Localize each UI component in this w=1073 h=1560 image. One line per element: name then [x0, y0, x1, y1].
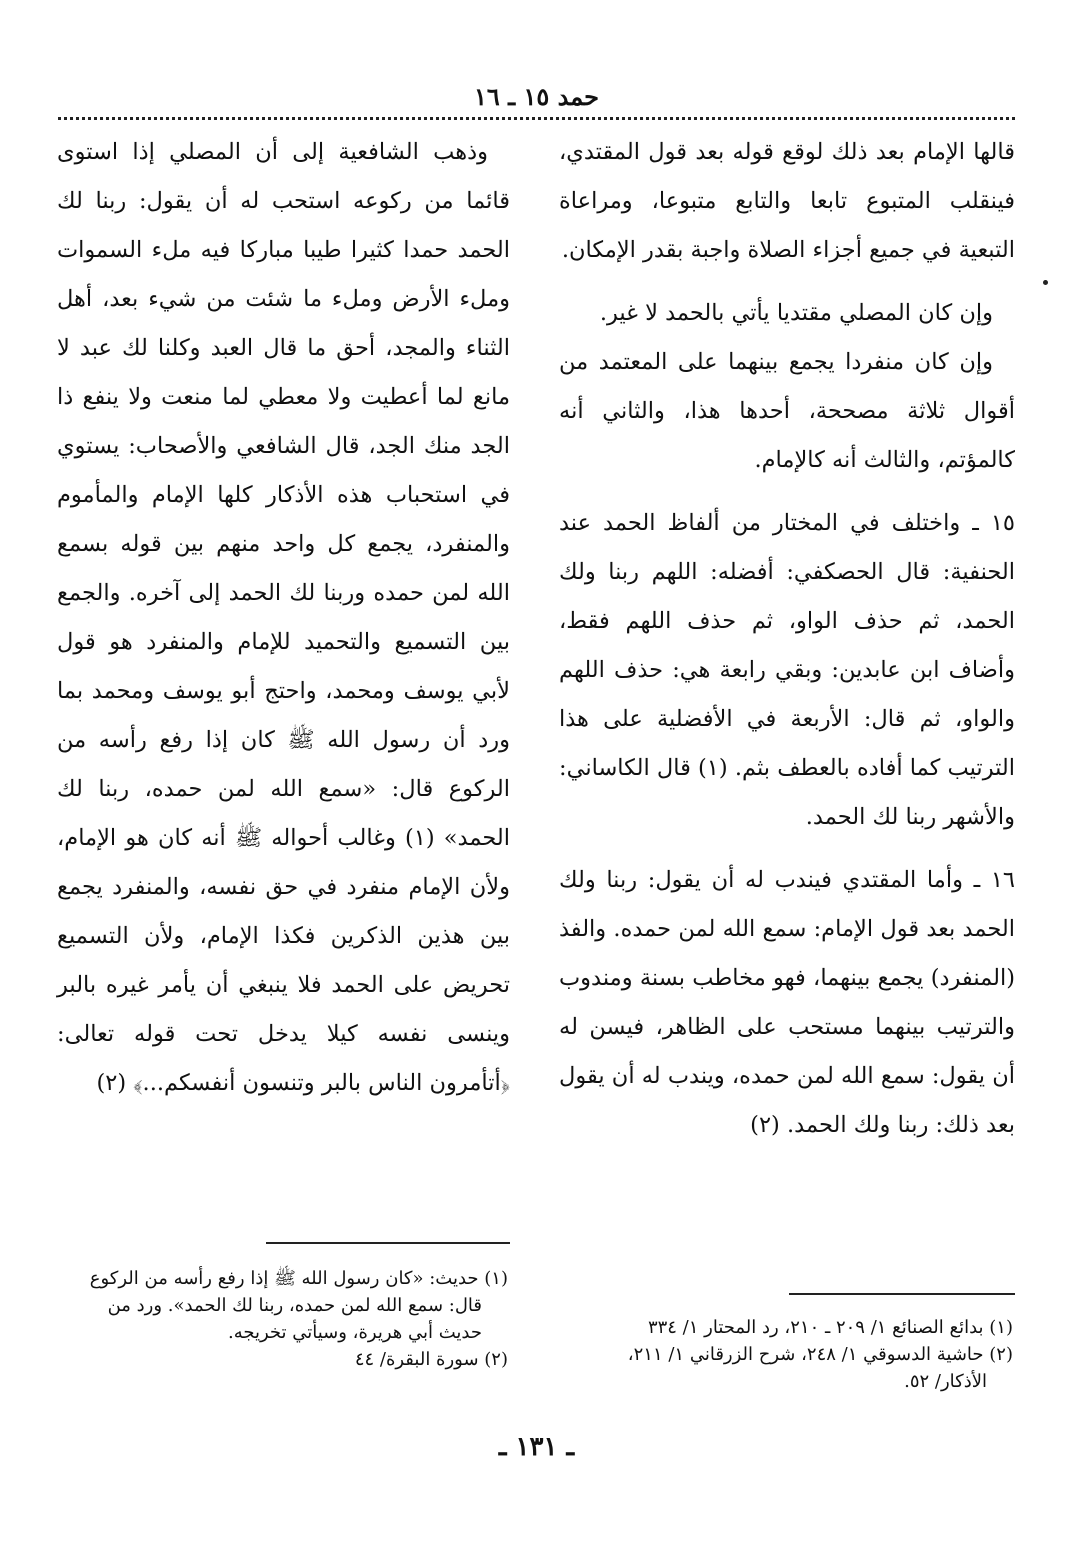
- left-footnote-1: (١) حديث: «كان رسول الله ﷺ إذا رفع رأسه من الركوع: [89, 1268, 508, 1289]
- left-footnote-1-line-2: قال: سمع الله لمن حمده، ربنا لك الحمد». ورد من: [107, 1295, 482, 1316]
- right-footnote-2-continued: الأذكار/ ٥٢.: [904, 1371, 987, 1392]
- right-column: [559, 128, 1015, 1150]
- left-footnote-2: (٢) سورة البقرة/ ٤٤: [354, 1349, 508, 1370]
- header-divider: [58, 117, 1015, 120]
- margin-dot: [1043, 280, 1048, 285]
- right-paragraph-section-15: ١٥ ـ واختلف في المختار من ألفاظ الحمد عند الحنفية: قال الحصكفي: أفضله: اللهم ربنا ولك الحمد، ثم حذف الواو، ثم حذف اللهم فقط، وأضاف ابن عابدين: وبقي رابعة هي: حذف اللهم والواو، ثم قال: الأربعة في الأفضلية على هذا الترتيب كما أفاده بالعطف بثم. (١) قال الكاساني: والأشهر ربنا لك الحمد.: [559, 510, 1016, 830]
- page-number: ـ ١٣١ ـ: [498, 1432, 575, 1462]
- right-footnotes: [559, 1314, 1013, 1395]
- right-paragraph-3: وإن كان منفردا يجمع بينهما على المعتمد من أقوال ثلاثة مصححة، أحدها هذا، والثاني أنه كالمؤتم، والثالث أنه كالإمام.: [559, 349, 1015, 473]
- right-footnote-2: (٢) حاشية الدسوقي ١/ ٢٤٨، شرح الزرقاني ١/ ٢١١،: [627, 1344, 1013, 1365]
- right-footnote-1: (١) بدائع الصنائع ١/ ٢٠٩ ـ ٢١٠، رد المحتار ١/ ٣٣٤: [647, 1317, 1013, 1338]
- left-footnote-divider: [266, 1242, 510, 1244]
- right-paragraph-1: قالها الإمام بعد ذلك لوقع قوله بعد قول المقتدي، فينقلب المتبوع تابعا والتابع متبوعا، ومراعاة التبعية في جميع أجزاء الصلاة واجبة بقدر الإمكان.: [559, 139, 1015, 263]
- page-header: حمد ١٥ ـ ١٦: [474, 82, 599, 111]
- left-footnote-1-line-3: حديث أبي هريرة، وسيأتي تخريجه.: [227, 1322, 482, 1343]
- left-footnotes: [60, 1265, 508, 1373]
- left-column: [57, 128, 510, 1108]
- left-paragraph-1: وذهب الشافعية إلى أن المصلي إذا استوى قائما من ركوعه استحب له أن يقول: ربنا لك الحمد حمدا كثيرا طيبا مباركا فيه ملء السموات وملء الأرض وملء ما شئت من شيء بعد، أهل الثناء والمجد، أحق ما قال العبد وكلنا لك عبد لا مانع لما أعطيت ولا معطي لما منعت ولا ينفع ذا الجد منك الجد، قال الشافعي والأصحاب: يستوي في استحباب هذه الأذكار كلها الإمام والمأموم والمنفرد، يجمع كل واحد منهم بين قوله بسمع الله لمن حمده وربنا لك الحمد إلى آخره. والجمع بين التسميع والتحميد للإمام والمنفرد هو قول لأبي يوسف ومحمد، واحتج أبو يوسف ومحمد بما ورد أن رسول الله ﷺ كان إذا رفع رأسه من الركوع قال: «سمع الله لمن حمده، ربنا لك الحمد» (١) وغالب أحواله ﷺ أنه كان هو الإمام، ولأن الإمام منفرد في حق نفسه، والمنفرد يجمع بين هذين الذكرين فكذا الإمام، ولأن التسميع تحريض على الحمد فلا ينبغي أن يأمر غيره بالبر وينسى نفسه كيلا يدخل تحت قوله تعالى: ﴿أتأمرون الناس بالبر وتنسون أنفسكم...﴾ (٢): [57, 139, 510, 1096]
- right-paragraph-2: وإن كان المصلي مقتديا يأتي بالحمد لا غير.: [599, 300, 993, 326]
- right-footnote-divider: [789, 1293, 1015, 1295]
- right-paragraph-section-16: ١٦ ـ وأما المقتدي فيندب له أن يقول: ربنا ولك الحمد بعد قول الإمام: سمع الله لمن حمده. والفذ (المنفرد) يجمع بينهما، فهو مخاطب بسنة ومندوب والترتيب بينهما مستحب على الظاهر، فيسن له أن يقول: سمع الله لمن حمده، ويندب له أن يقول بعد ذلك: ربنا ولك الحمد. (٢): [559, 867, 1015, 1138]
